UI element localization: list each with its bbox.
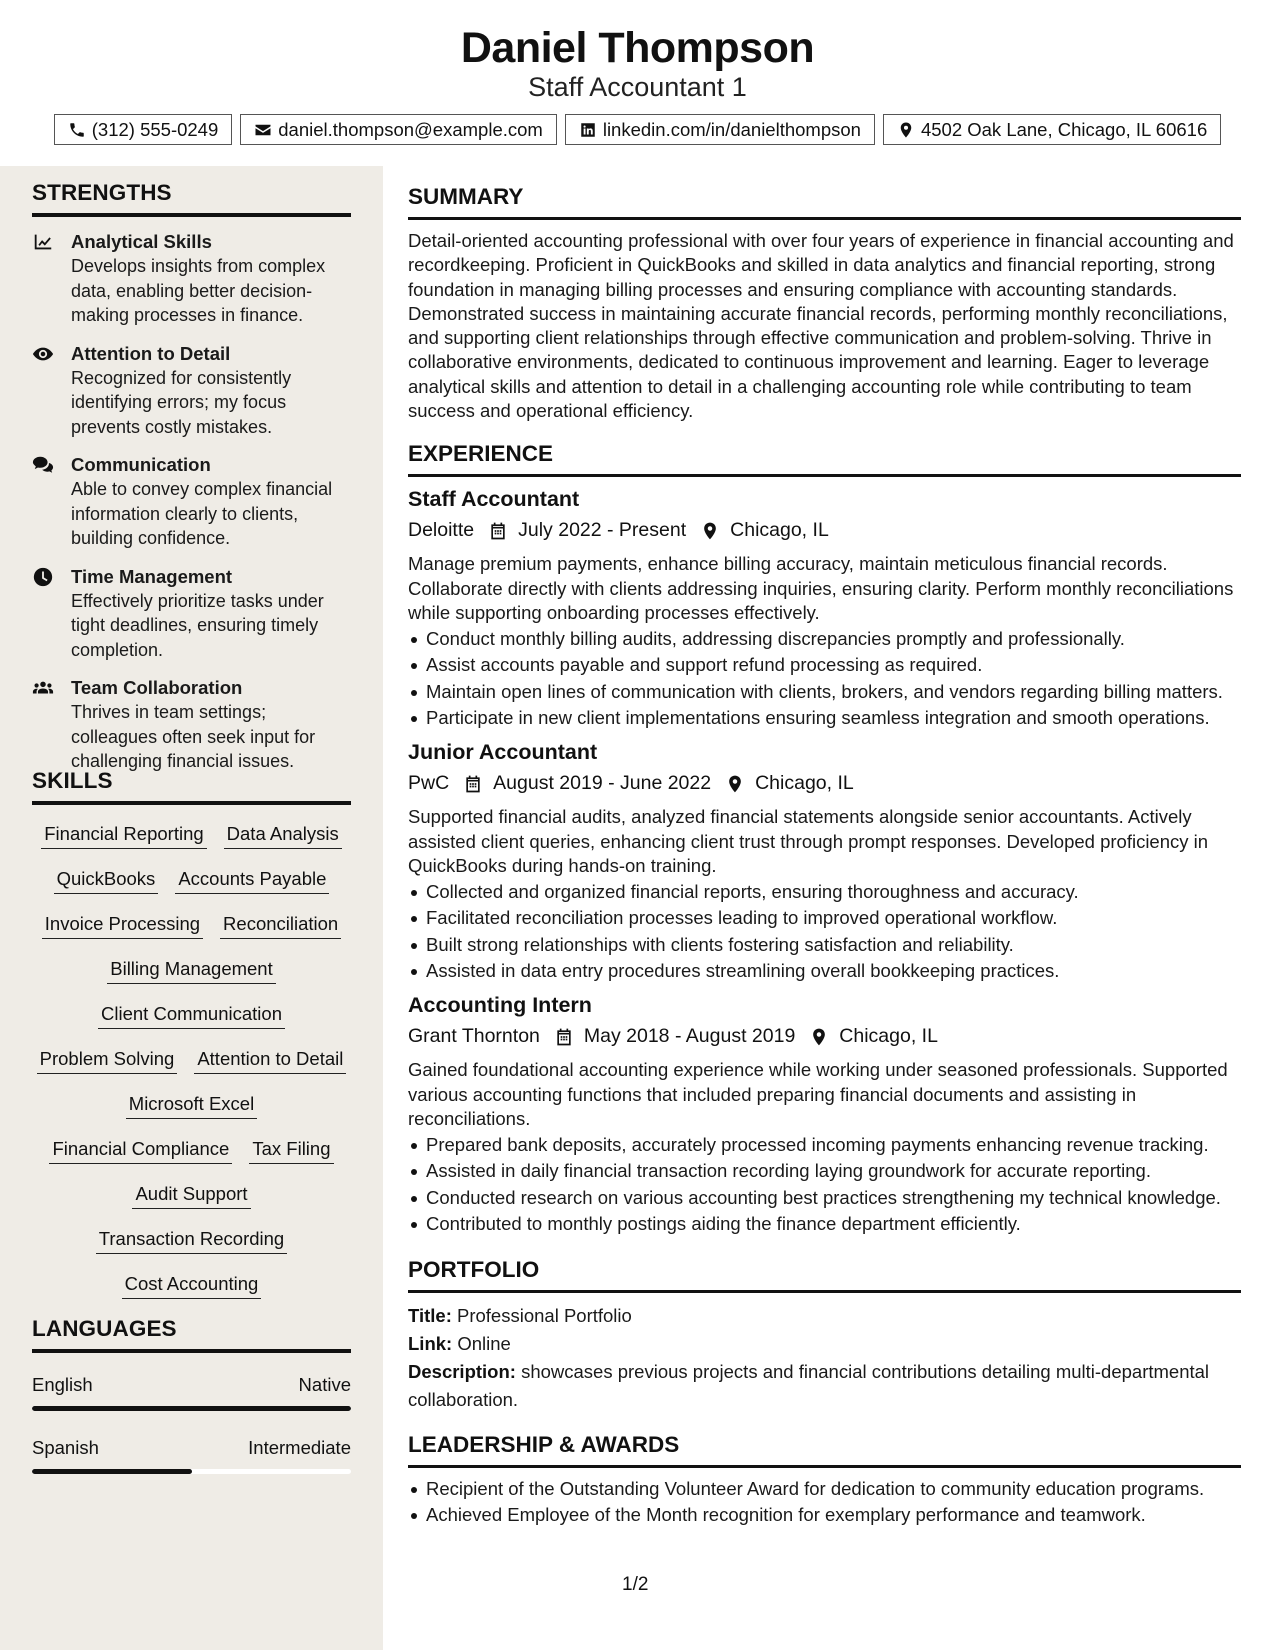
skill-tag: Microsoft Excel xyxy=(126,1093,257,1119)
skill-row xyxy=(32,815,351,860)
contact-bar xyxy=(0,114,1275,145)
job-meta xyxy=(408,1023,1241,1050)
skills-section xyxy=(32,768,351,1310)
strength-title: Attention to Detail xyxy=(71,342,231,364)
section-divider xyxy=(32,1349,351,1353)
strength-description: Able to convey complex financial information clearly to clients, building confidence. xyxy=(71,479,333,548)
strength-title: Time Management xyxy=(71,565,233,587)
map-pin-icon xyxy=(700,521,720,541)
experience-heading: EXPERIENCE xyxy=(408,441,554,467)
skill-row xyxy=(32,860,351,905)
job-description: Gained foundational accounting experience while working under seasoned professionals. Supported various accounting functions that included preparing financial documents and assisting in reconciliations. xyxy=(408,1059,1228,1130)
candidate-title: Staff Accountant 1 xyxy=(528,72,747,102)
section-divider xyxy=(32,213,351,217)
strength-item xyxy=(32,453,351,551)
portfolio-description-line xyxy=(408,1358,1241,1414)
skill-tag: Billing Management xyxy=(107,958,275,984)
language-level: Intermediate xyxy=(248,1437,351,1458)
skill-tag: Accounts Payable xyxy=(175,868,329,894)
job-dates: May 2018 - August 2019 xyxy=(583,1025,796,1048)
portfolio-link-label: Link: xyxy=(408,1332,453,1354)
language-name: English xyxy=(32,1374,93,1395)
strength-description: Effectively prioritize tasks under tight deadlines, ensuring timely completion. xyxy=(71,590,324,660)
skill-tag: Tax Filing xyxy=(249,1138,333,1164)
strengths-heading: STRENGTHS xyxy=(32,180,172,205)
job-title: Accounting Intern xyxy=(408,993,592,1018)
sidebar xyxy=(0,166,383,1650)
skill-tag: Data Analysis xyxy=(224,823,342,849)
skill-tag: Attention to Detail xyxy=(194,1048,346,1074)
section-divider xyxy=(408,1465,1241,1468)
job-entry xyxy=(408,737,1241,983)
users-icon xyxy=(32,677,54,699)
portfolio-heading: PORTFOLIO xyxy=(408,1256,540,1282)
contact-linkedin-text: linkedin.com/in/danielthompson xyxy=(602,118,861,140)
map-pin-icon xyxy=(725,774,745,794)
skill-tag: QuickBooks xyxy=(54,868,159,894)
phone-icon xyxy=(68,121,86,139)
strength-description: Develops insights from complex data, enabling better decision-making processes in finance. xyxy=(71,256,326,325)
skill-row xyxy=(32,905,351,950)
list-item: Contributed to monthly postings aiding the finance department efficiently. xyxy=(408,1212,1241,1236)
contact-email[interactable] xyxy=(240,114,557,145)
skill-row xyxy=(32,1130,351,1175)
job-meta xyxy=(408,517,1241,544)
job-meta xyxy=(408,770,1241,797)
language-item xyxy=(32,1437,351,1474)
skill-tag: Financial Compliance xyxy=(49,1138,232,1164)
portfolio-title-line xyxy=(408,1302,1241,1330)
language-proficiency-fill xyxy=(32,1469,192,1474)
contact-address[interactable] xyxy=(883,114,1221,145)
portfolio-title: Professional Portfolio xyxy=(457,1304,632,1326)
resume-header xyxy=(0,0,1275,166)
list-item: Assisted in data entry procedures streamlining overall bookkeeping practices. xyxy=(408,959,1241,983)
list-item: Prepared bank deposits, accurately processed incoming payments enhancing revenue tracking. xyxy=(408,1133,1241,1157)
map-pin-icon xyxy=(809,1027,829,1047)
job-company: Deloitte xyxy=(408,519,475,542)
strength-title: Analytical Skills xyxy=(71,231,212,252)
contact-email-text: daniel.thompson@example.com xyxy=(278,118,543,140)
job-dates: August 2019 - June 2022 xyxy=(493,772,712,795)
skill-row xyxy=(32,995,351,1040)
job-location: Chicago, IL xyxy=(730,519,829,542)
skill-tag: Reconciliation xyxy=(220,913,341,939)
strength-item xyxy=(32,342,351,440)
portfolio-section xyxy=(408,1239,1241,1414)
skill-tag: Invoice Processing xyxy=(42,913,203,939)
list-item: Built strong relationships with clients fostering satisfaction and reliability. xyxy=(408,933,1241,957)
skill-row xyxy=(32,1040,351,1085)
section-divider xyxy=(408,474,1241,477)
section-divider xyxy=(408,217,1241,220)
job-title: Staff Accountant xyxy=(408,487,580,512)
skill-row xyxy=(32,950,351,995)
language-proficiency-fill xyxy=(32,1406,351,1411)
contact-phone-text: (312) 555-0249 xyxy=(91,118,219,140)
skill-tag: Client Communication xyxy=(98,1003,285,1029)
envelope-icon xyxy=(254,121,272,139)
portfolio-link-line xyxy=(408,1330,1241,1358)
eye-icon xyxy=(32,343,54,365)
list-item: Participate in new client implementations ensuring seamless integration and smooth operations. xyxy=(408,706,1241,730)
strength-description: Recognized for consistently identifying errors; my focus prevents costly mistakes. xyxy=(71,367,292,437)
strength-item xyxy=(32,676,351,774)
job-bullets xyxy=(408,627,1241,731)
portfolio-description: showcases previous projects and financial contributions detailing multi-departmental collaboration. xyxy=(408,1360,1210,1410)
calendar-icon xyxy=(488,521,508,541)
job-bullets xyxy=(408,880,1241,984)
comments-icon xyxy=(32,454,54,476)
skill-row xyxy=(32,1175,351,1220)
job-company: PwC xyxy=(408,772,450,795)
skill-tag: Financial Reporting xyxy=(41,823,206,849)
job-location: Chicago, IL xyxy=(839,1025,938,1048)
skill-tag: Problem Solving xyxy=(37,1048,178,1074)
job-entry xyxy=(408,990,1241,1236)
job-title: Junior Accountant xyxy=(408,740,598,765)
list-item: Assisted in daily financial transaction recording laying groundwork for accurate reporting. xyxy=(408,1159,1241,1183)
map-pin-icon xyxy=(897,121,915,139)
jobs-list xyxy=(408,484,1241,1236)
portfolio-link[interactable]: Online xyxy=(457,1332,511,1354)
strength-title: Team Collaboration xyxy=(71,677,243,698)
languages-heading: LANGUAGES xyxy=(32,1316,177,1341)
leadership-list xyxy=(408,1477,1241,1528)
candidate-name: Daniel Thompson xyxy=(460,24,815,72)
contact-phone[interactable] xyxy=(54,114,233,145)
job-dates: July 2022 - Present xyxy=(518,519,687,542)
leadership-heading: LEADERSHIP & AWARDS xyxy=(408,1431,680,1457)
main-content xyxy=(408,166,1241,1530)
languages-list xyxy=(32,1374,351,1474)
strength-title: Communication xyxy=(71,454,211,475)
strengths-list xyxy=(32,230,351,774)
language-level: Native xyxy=(298,1374,351,1395)
list-item: Conducted research on various accounting best practices strengthening my technical knowledge. xyxy=(408,1186,1241,1210)
strength-description: Thrives in team settings; colleagues often seek input for challenging financial issues. xyxy=(71,702,316,771)
summary-heading: SUMMARY xyxy=(408,184,524,209)
skill-row xyxy=(32,1265,351,1310)
language-line xyxy=(32,1437,351,1459)
language-name: Spanish xyxy=(32,1437,99,1458)
language-proficiency-bar xyxy=(32,1469,351,1474)
job-entry xyxy=(408,484,1241,730)
list-item: Assist accounts payable and support refund processing as required. xyxy=(408,653,1241,677)
skills-list xyxy=(32,815,351,1310)
skills-heading: SKILLS xyxy=(32,768,113,793)
skill-row xyxy=(32,1085,351,1130)
experience-section xyxy=(408,423,1241,1236)
list-item: Achieved Employee of the Month recognition for exemplary performance and teamwork. xyxy=(408,1503,1241,1527)
clock-icon xyxy=(32,566,54,588)
skill-tag: Transaction Recording xyxy=(96,1228,287,1254)
portfolio-title-label: Title: xyxy=(408,1304,452,1326)
job-company: Grant Thornton xyxy=(408,1025,540,1048)
strength-item xyxy=(32,230,351,328)
contact-linkedin[interactable] xyxy=(565,114,875,145)
summary-text: Detail-oriented accounting professional with over four years of experience in financial accounting and recordkeeping. Proficient in QuickBooks and skilled in data analytics and financial reporting, strong foundation in managing billing processes and ensuring compliance with accounting standards. Demonstrated success in maintaining accurate financial records, performing monthly reconciliations, and supporting client relationships through effective communication and problem-solving. Thrive in collaborative environments, dedicated to continuous improvement and learning. Eager to leverage analytical skills and attention to detail in a challenging accounting role while contributing to team success and operational efficiency. xyxy=(408,230,1234,422)
section-divider xyxy=(32,801,351,805)
skill-tag: Cost Accounting xyxy=(122,1273,262,1299)
section-divider xyxy=(408,1290,1241,1293)
languages-section xyxy=(32,1316,351,1474)
calendar-icon xyxy=(463,774,483,794)
list-item: Conduct monthly billing audits, addressing discrepancies promptly and professionally. xyxy=(408,627,1241,651)
calendar-icon xyxy=(554,1027,574,1047)
leadership-section xyxy=(408,1414,1241,1528)
portfolio-description-label: Description: xyxy=(408,1360,516,1382)
contact-address-text: 4502 Oak Lane, Chicago, IL 60616 xyxy=(920,118,1208,140)
list-item: Collected and organized financial reports, ensuring thoroughness and accuracy. xyxy=(408,880,1241,904)
strength-item xyxy=(32,565,351,663)
summary-section xyxy=(408,166,1241,423)
page-number: 1/2 xyxy=(622,1574,649,1595)
job-bullets xyxy=(408,1133,1241,1237)
linkedin-icon xyxy=(579,121,597,139)
skill-tag: Audit Support xyxy=(132,1183,250,1209)
job-description: Supported financial audits, analyzed financial statements alongside senior accountants. Actively assisted client queries, enhancing client trust through prompt responses. Developed proficiency in QuickBooks during hands-on training. xyxy=(408,806,1209,877)
language-line xyxy=(32,1374,351,1396)
list-item: Maintain open lines of communication with clients, brokers, and vendors regarding billing matters. xyxy=(408,680,1241,704)
job-description: Manage premium payments, enhance billing accuracy, maintain meticulous financial records. Collaborate directly with clients addressing inquiries, ensuring clarity. Perform monthly reconciliations while supporting onboarding processes effectively. xyxy=(408,553,1234,624)
list-item: Recipient of the Outstanding Volunteer Award for dedication to community education programs. xyxy=(408,1477,1241,1501)
language-proficiency-bar xyxy=(32,1406,351,1411)
job-location: Chicago, IL xyxy=(755,772,854,795)
list-item: Facilitated reconciliation processes leading to improved operational workflow. xyxy=(408,906,1241,930)
strengths-section xyxy=(32,180,351,774)
skill-row xyxy=(32,1220,351,1265)
language-item xyxy=(32,1374,351,1411)
chart-line-icon xyxy=(32,231,54,253)
